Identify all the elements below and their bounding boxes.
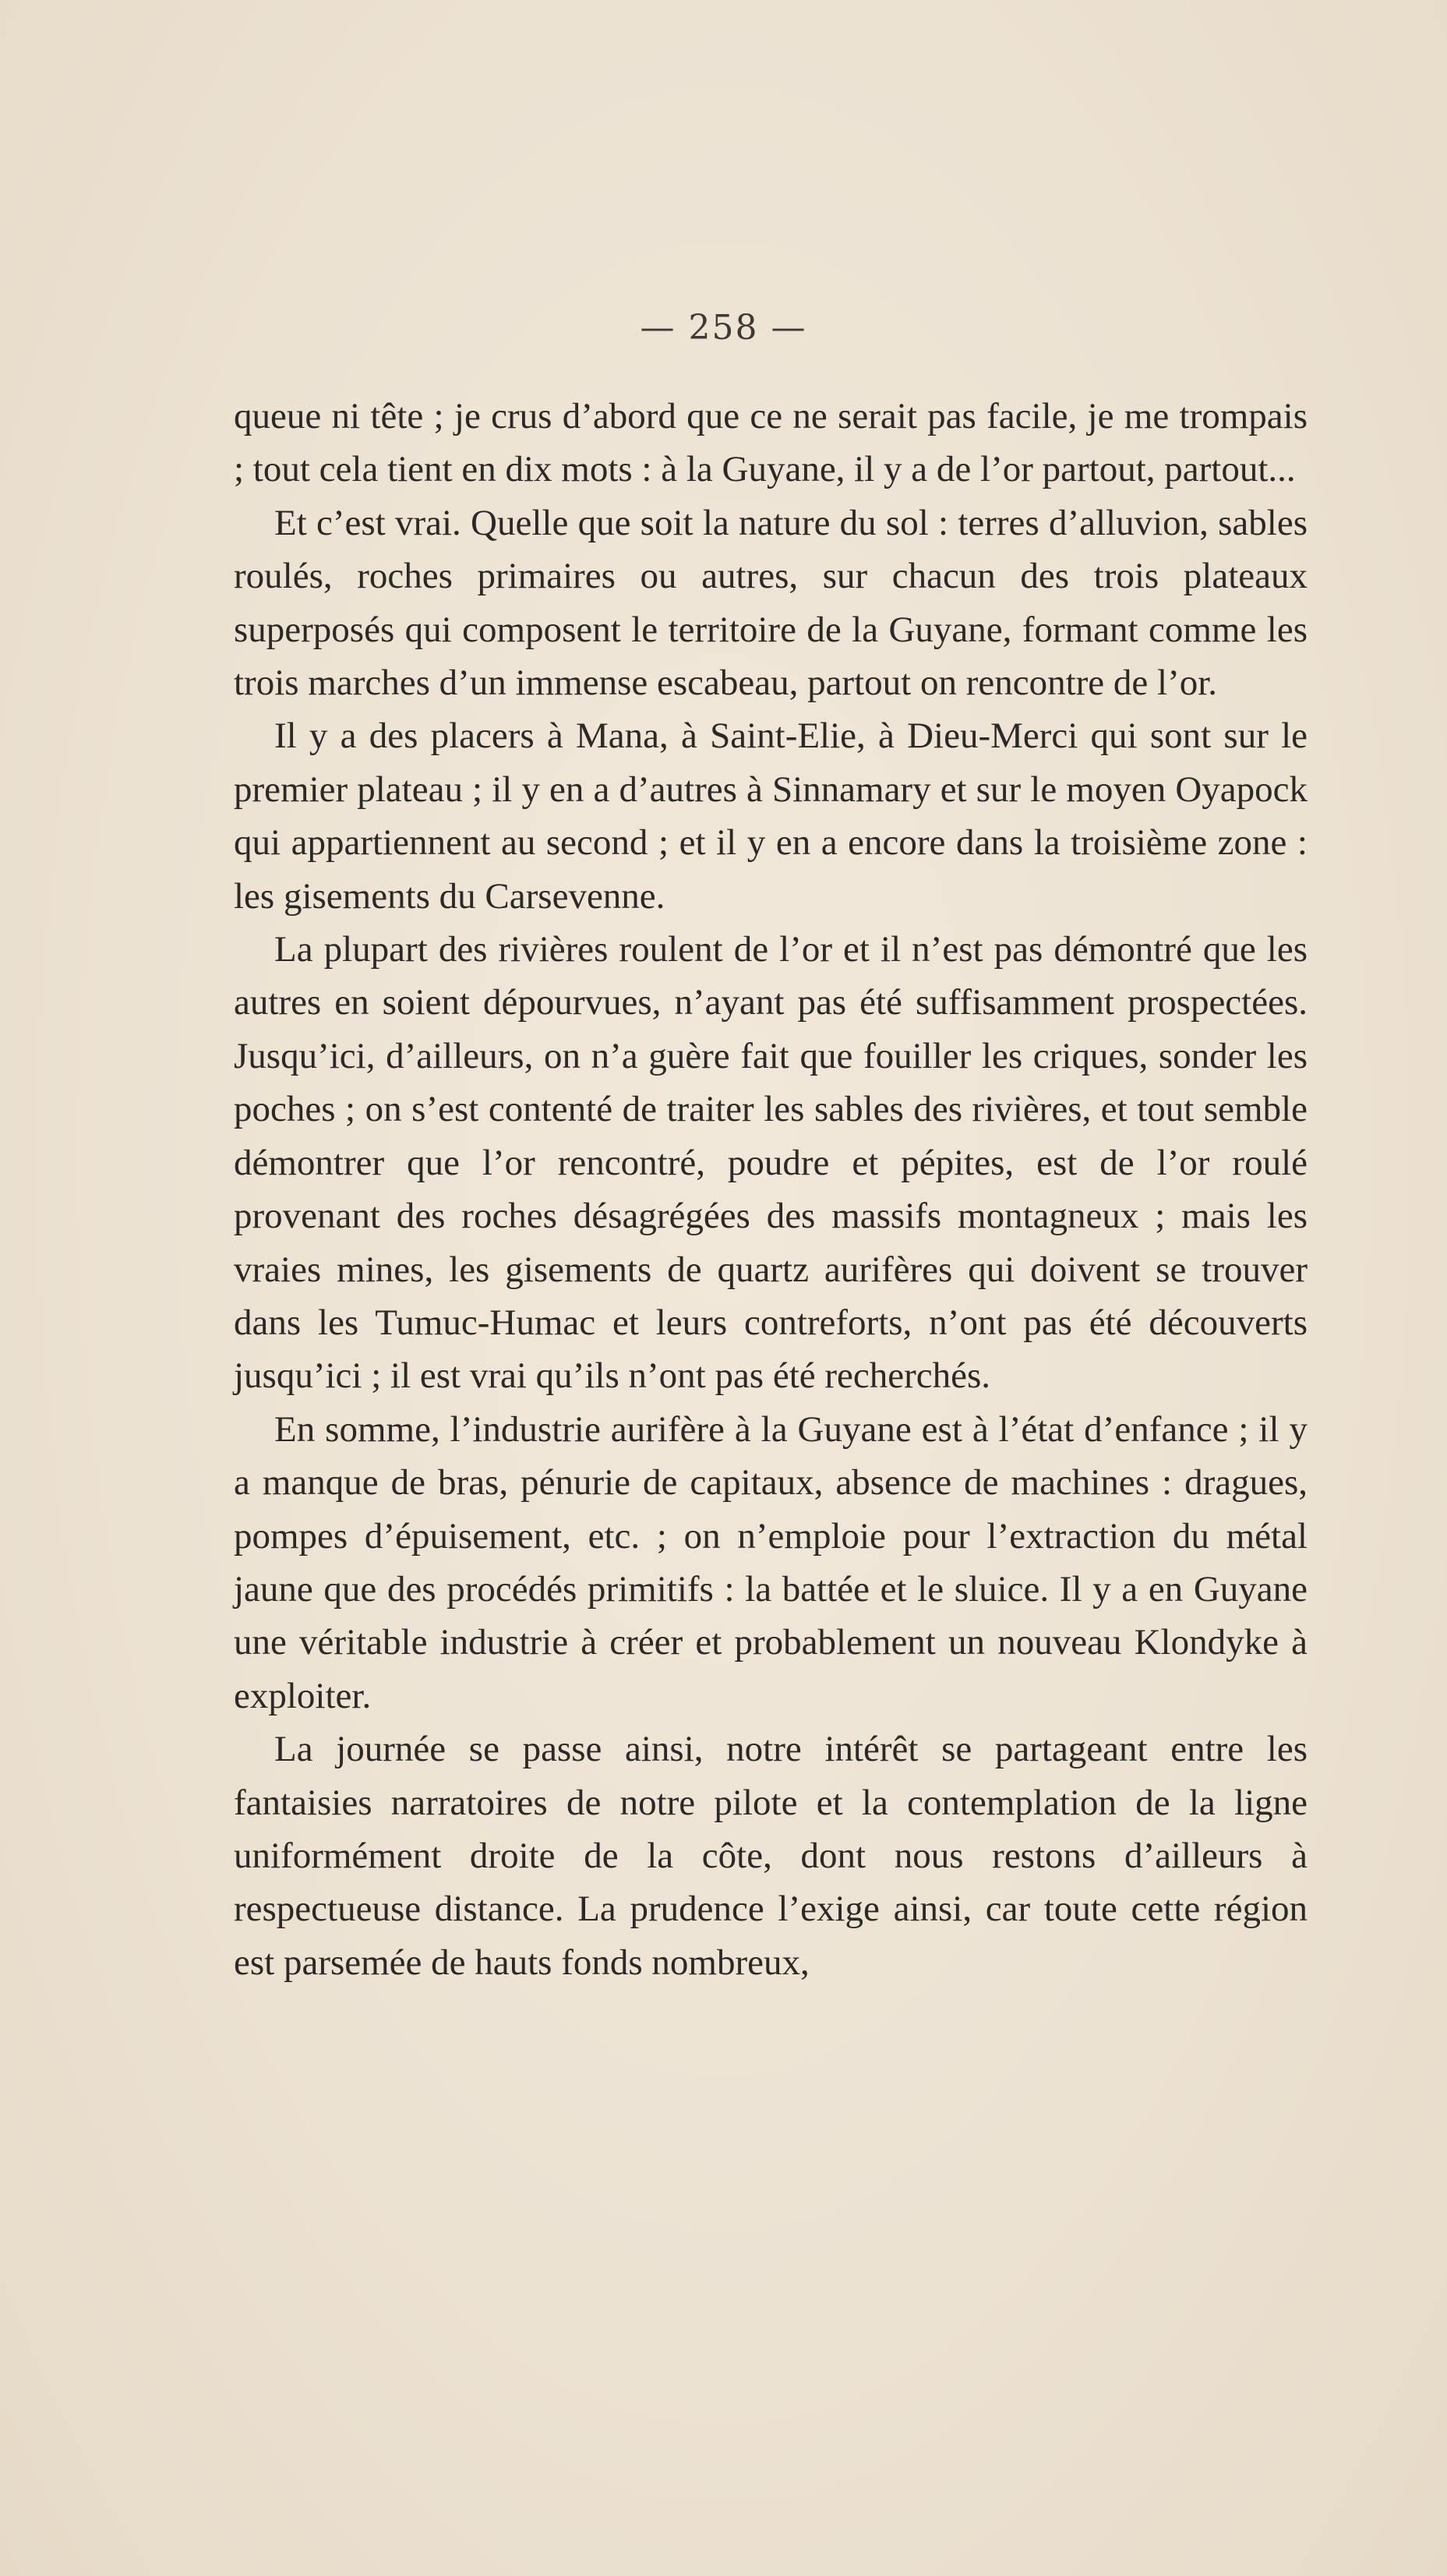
paragraph: Et c’est vrai. Quelle que soit la nature du sol : terres d’alluvion, sables roulés, roches primaires ou autres, sur chacun des trois plateaux superposés qui composent le territoire de la Guyane, formant comme les trois marches d’un immense escabeau, partout on rencontre de l’or. bbox=[234, 502, 1308, 704]
page-number: — 258 — bbox=[640, 308, 807, 348]
paragraph: La journée se passe ainsi, notre intérêt se partageant entre les fantaisies narratoires de notre pilote et la contemplation de la ligne uniformément droite de la côte, dont nous restons d’ailleurs à respectueuse distance. La prudence l’exige ainsi, car toute cette région est parsemée de hauts fonds nombreux, bbox=[234, 1729, 1308, 1983]
paragraph: La plupart des rivières roulent de l’or et il n’est pas démontré que les autres en soient dépourvues, n’ayant pas été suffisamment prospectées. Jusqu’ici, d’ailleurs, on n’a guère fait que fouiller les criques, sonder les poches ; on s’est contenté de traiter les sables des rivières, et tout semble démontrer que l’or rencontré, poudre et pépites, est de l’or roulé provenant des roches désagrégées des massifs montagneux ; mais les vraies mines, les gisements de quartz aurifères qui doivent se trouver dans les Tumuc-Humac et leurs contreforts, n’ont pas été découverts jusqu’ici ; il est vrai qu’ils n’ont pas été recherchés. bbox=[234, 929, 1308, 1397]
paragraph-continuation: queue ni tête ; je crus d’abord que ce ne serait pas facile, je me trompais ; tout cela tient en dix mots : à la Guyane, il y a de l’or partout, partout... bbox=[234, 396, 1308, 490]
paragraph: Il y a des placers à Mana, à Saint-Elie, à Dieu-Merci qui sont sur le premier plateau ; il y en a d’autres à Sinnamary et sur le moyen Oyapock qui appartiennent au second ; et il y en a encore dans la troisième zone : les gisements du Carsevenne. bbox=[234, 716, 1308, 917]
body-text bbox=[234, 390, 1308, 1989]
paragraph: En somme, l’industrie aurifère à la Guyane est à l’état d’enfance ; il y a manque de bras, pénurie de capitaux, absence de machines : dragues, pompes d’épuisement, etc. ; on n’emploie pour l’extraction du métal jaune que des procédés primitifs : la battée et le sluice. Il y a en Guyane une véritable industrie à créer et probablement un nouveau Klondyke à exploiter. bbox=[234, 1408, 1308, 1716]
